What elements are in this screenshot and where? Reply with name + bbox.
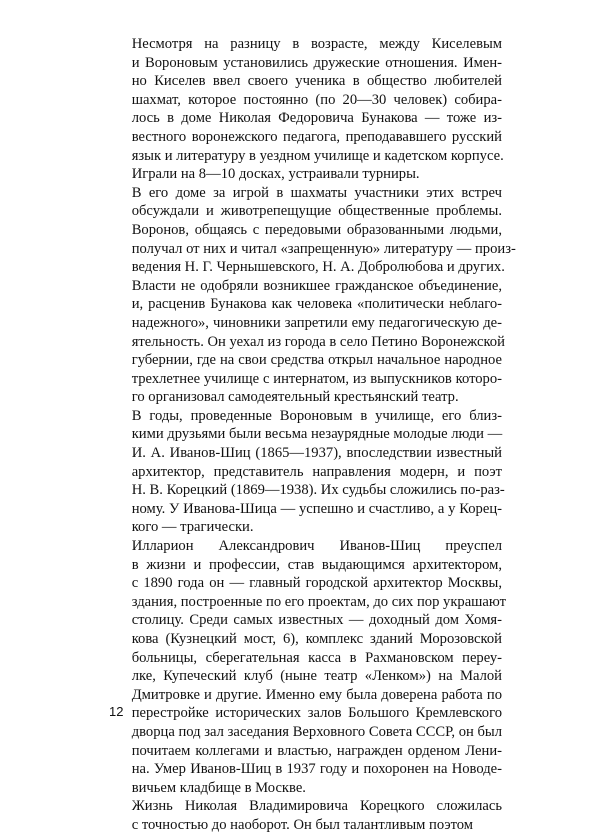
text-line: Играли на 8—10 досках, устраивали турниры. [131, 166, 420, 183]
text-line: кого — трагически. [131, 519, 254, 536]
paragraph [112, 407, 505, 537]
text-line: ведения Н. Г. Чернышевского, Н. А. Добролюбова и других. [131, 259, 505, 276]
text-line: почитаем коллегами и властью, награжден орденом Лени- [131, 742, 502, 759]
text-line: здания, построенные по его проектам, до сих пор украшают [131, 593, 506, 610]
text-line: в жизни и профессии, став выдающимся архитектором, [131, 556, 502, 573]
text-line: В его доме за игрой в шахматы участники этих встреч [131, 184, 502, 201]
text-line: больницы, сберегательная касса в Рахмановском переу- [131, 649, 502, 666]
text-line: но Киселев ввел своего ученика в общество любителей [131, 73, 502, 90]
paragraph [112, 537, 506, 797]
text-line: Власти не одобряли возникшее гражданское объединение, [131, 277, 502, 294]
paragraph [112, 797, 502, 834]
page-number: 12 [109, 704, 124, 719]
text-line: ятельность. Он уехал из города в село Петино Воронежской [131, 333, 505, 350]
text-line: с точностью до наоборот. Он был талантливым поэтом [131, 816, 474, 833]
text-line: и Вороновым установились дружеские отношения. Имен- [131, 54, 502, 71]
paragraph [112, 184, 516, 407]
text-line: И. А. Иванов-Шиц (1865—1937), впоследствии известный [131, 445, 502, 462]
text-line: вичьем кладбище в Москве. [131, 779, 306, 796]
text-line: Жизнь Николая Владимировича Корецкого сложилась [131, 798, 502, 815]
text-line: на. Умер Иванов-Шиц в 1937 году и похоронен на Новоде- [131, 761, 502, 778]
text-line: дворца под зал заседания Верховного Совета СССР, он был [131, 723, 502, 740]
text-line: Воронов, общаясь с передовыми образованными людьми, [131, 221, 502, 238]
text-line: шахмат, которое постоянно (по 20—30 человек) собира- [131, 91, 502, 108]
text-line: перестройке исторических залов Большого Кремлевского [131, 705, 502, 722]
text-line: вестного воронежского педагога, преподававшего русский [131, 128, 502, 145]
text-line: Дмитровке и другие. Именно ему была доверена работа по [131, 686, 502, 703]
text-line: трехлетнее училище с интернатом, из выпускников которо- [131, 370, 502, 387]
text-line: надежного», чиновники запретили ему педагогическую де- [131, 314, 502, 331]
text-line: обсуждали и животрепещущие общественные проблемы. [131, 203, 502, 220]
text-line: кова (Кузнецкий мост, 6), комплекс зданий Морозовской [131, 631, 502, 647]
text-line: ному. У Иванова-Шица — успешно и счастливо, а у Корец- [131, 500, 502, 517]
paragraph [112, 35, 502, 184]
text-line: столицу. Среди самых известных — доходный дом Хомя- [131, 612, 502, 629]
text-line: кими друзьями были весьма незаурядные молодые люди — [131, 426, 503, 443]
text-line: В годы, проведенные Вороновым в училище, его близ- [131, 407, 502, 424]
text-line: губернии, где на свои средства открыл начальное народное [131, 352, 502, 369]
text-line: язык и литературу в уездном училище и кадетском корпусе. [131, 147, 504, 164]
text-line: Илларион Александрович Иванов-Шиц преуспел [131, 538, 502, 555]
text-line: получал от них и читал «запрещенную» литературу — произ- [131, 240, 516, 257]
text-line: с 1890 года он — главный городской архитектор Москвы, [131, 575, 502, 592]
text-line: лке, Купеческий клуб (ныне театр «Ленком») на Малой [131, 668, 502, 685]
text-line: го организовал самодеятельный крестьянский театр. [131, 389, 459, 406]
text-line: лось в доме Николая Федоровича Бунакова — тоже из- [131, 110, 502, 127]
text-line: архитектор, представитель направления модерн, и поэт [131, 463, 502, 480]
text-line: и, расценив Бунакова как человека «политически неблаго- [131, 296, 502, 313]
text-line: Несмотря на разницу в возрасте, между Киселевым [131, 36, 502, 52]
body-text [112, 35, 516, 835]
text-line: Н. В. Корецкий (1869—1938). Их судьбы сложились по-раз- [131, 482, 505, 499]
